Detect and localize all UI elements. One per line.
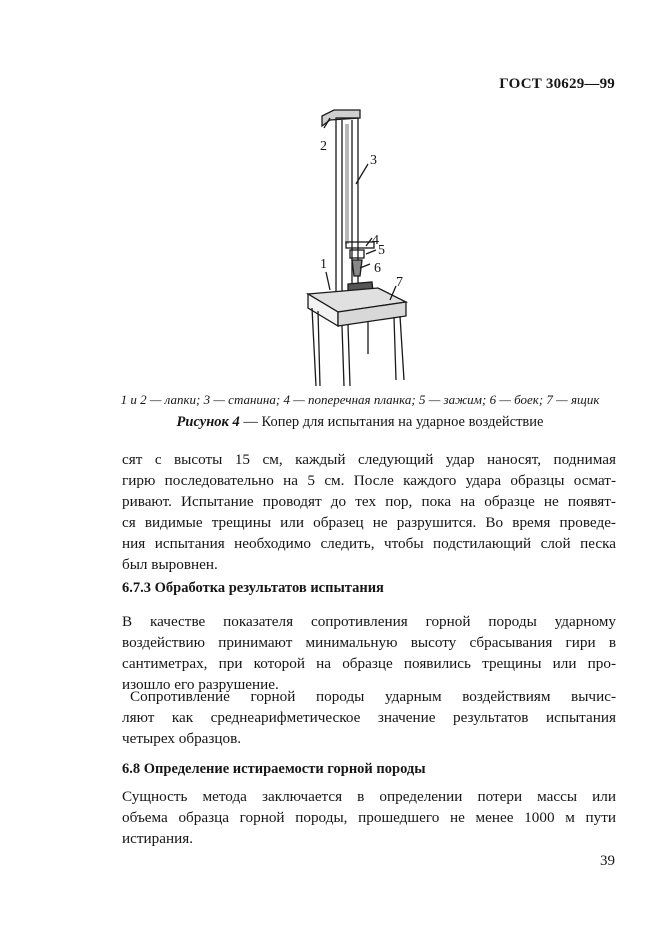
callout-3: 3 bbox=[370, 153, 377, 168]
text-line: воздействию принимают минимальную высоту сбрасывания гири в bbox=[122, 634, 616, 651]
caption-text: — Копер для испытания на ударное воздействие bbox=[239, 414, 544, 430]
callout-5: 5 bbox=[378, 243, 385, 258]
legend-text: — боек; bbox=[496, 392, 547, 407]
section-heading-6-8: 6.8 Определение истираемости горной породы bbox=[122, 761, 426, 777]
legend-num: 1 bbox=[120, 392, 128, 407]
legend-num: 7 bbox=[546, 392, 553, 407]
legend-text: — станина; bbox=[210, 392, 284, 407]
text-line: гирю последовательно на 5 см. После каждого удара образцы осмат- bbox=[122, 472, 616, 489]
callout-1: 1 bbox=[320, 257, 327, 272]
paragraph-continuation bbox=[122, 449, 616, 575]
page-number: 39 bbox=[600, 853, 615, 869]
paragraph-abrasion bbox=[122, 786, 616, 849]
text-line: изошло его разрушение. bbox=[122, 676, 279, 693]
text-line: Сущность метода заключается в определении потери массы или bbox=[122, 788, 616, 805]
legend-text: — поперечная планка; bbox=[289, 392, 419, 407]
section-heading-6-7-3: 6.7.3 Обработка результатов испытания bbox=[122, 580, 384, 596]
text-line: В качестве показателя сопротивления горной породы ударному bbox=[122, 613, 616, 630]
apparatus-drawing bbox=[290, 104, 420, 386]
text-line: объема образца горной породы, прошедшего не менее 1000 м пути bbox=[122, 809, 616, 826]
callout-2: 2 bbox=[320, 139, 327, 154]
caption-label: Рисунок 4 bbox=[176, 414, 240, 430]
figure-legend bbox=[100, 392, 620, 408]
standard-code: ГОСТ 30629—99 bbox=[499, 76, 615, 92]
legend-num: 3 bbox=[203, 392, 211, 407]
text-line: Сопротивление горной породы ударным воздействиям вычис- bbox=[130, 688, 616, 705]
text-line: четырех образцов. bbox=[122, 730, 242, 747]
legend-num: 6 bbox=[489, 392, 497, 407]
callout-6: 6 bbox=[374, 261, 381, 276]
text-line: ния испытания необходимо следить, чтобы подстилающий слой песка bbox=[122, 535, 616, 552]
text-line: сантиметрах, при которой на образце появились трещины или про- bbox=[122, 655, 616, 672]
text-line: был выровнен. bbox=[122, 556, 218, 573]
figure-4-apparatus bbox=[290, 104, 420, 386]
callout-4: 4 bbox=[372, 233, 379, 248]
text-line: сят с высоты 15 см, каждый следующий удар наносят, поднимая bbox=[122, 451, 616, 468]
legend-text: и bbox=[127, 392, 141, 407]
legend-text: — лапки; bbox=[146, 392, 204, 407]
paragraph-calculation bbox=[122, 686, 616, 749]
text-line: ляют как среднеарифметическое значение результатов испытания bbox=[122, 709, 616, 726]
paragraph-results bbox=[122, 611, 616, 695]
figure-caption bbox=[100, 414, 620, 431]
text-line: ривают. Испытание проводят до тех пор, пока на образце не появят- bbox=[122, 493, 616, 510]
text-line: ся видимые трещины или образец не разрушится. Во время проведе- bbox=[122, 514, 616, 531]
legend-text: — ящик bbox=[552, 392, 600, 407]
text-line: истирания. bbox=[122, 830, 194, 847]
legend-num: 5 bbox=[418, 392, 426, 407]
callout-7: 7 bbox=[396, 275, 403, 290]
legend-text: — зажим; bbox=[425, 392, 490, 407]
legend-num: 4 bbox=[283, 392, 290, 407]
legend-num: 2 bbox=[140, 392, 147, 407]
